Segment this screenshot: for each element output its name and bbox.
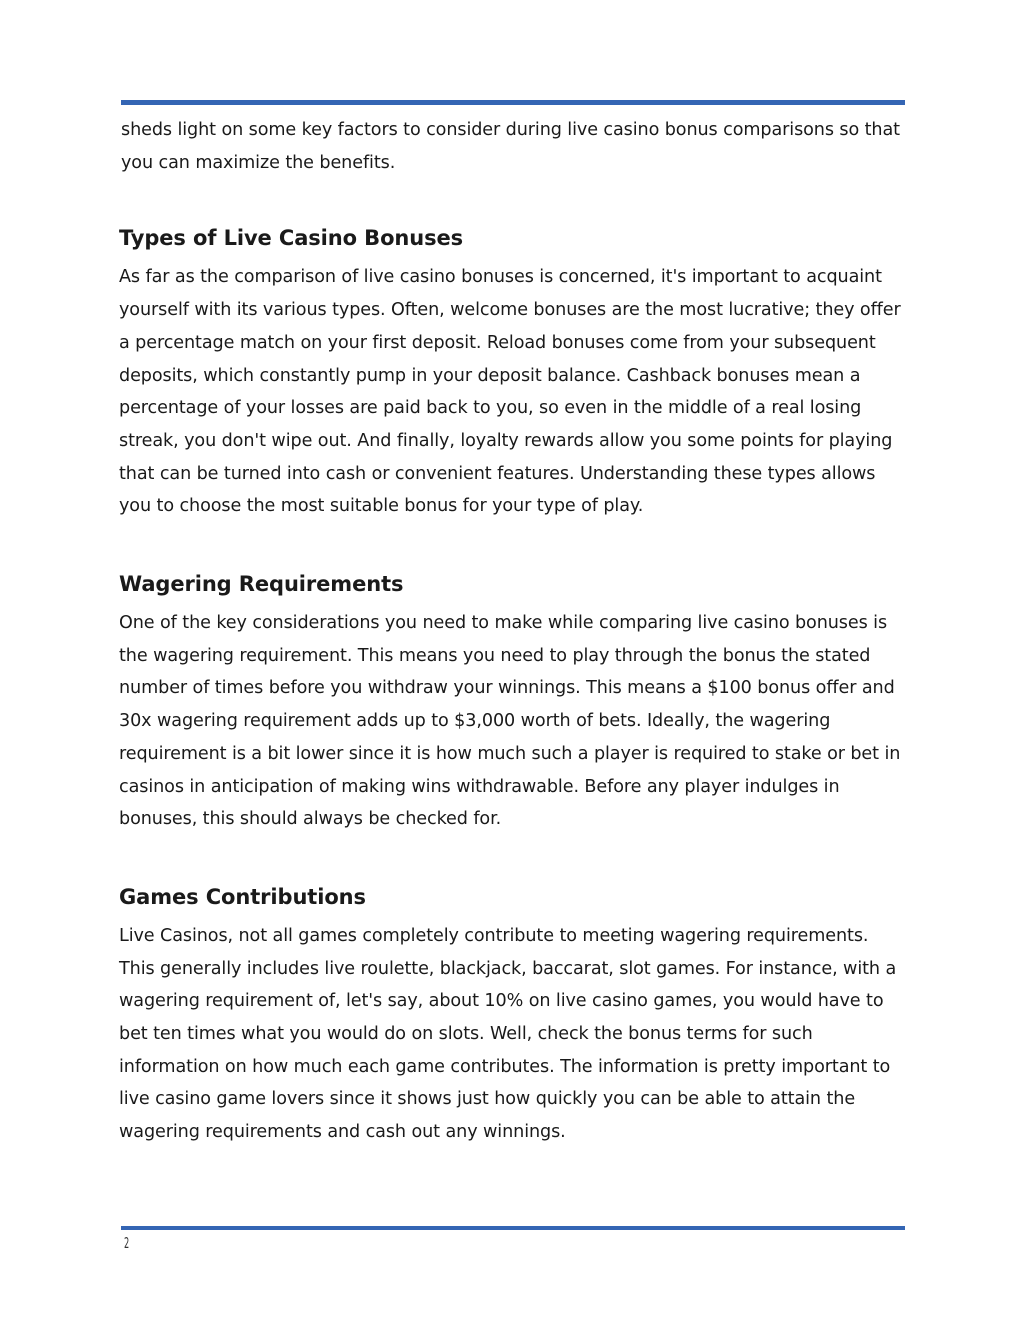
page-number: 2 [124, 1234, 130, 1252]
section-types-of-bonuses [119, 224, 909, 523]
page-content [119, 114, 909, 1149]
section-heading: Games Contributions [119, 884, 366, 909]
section-wagering-requirements [119, 570, 909, 836]
header-rule [121, 100, 905, 105]
section-heading: Wagering Requirements [119, 572, 404, 597]
section-paragraph: Live Casinos, not all games completely contribute to meeting wagering requirements. This generally includes live roulette, blackjack, baccarat, slot games. For instance, with a wagering requirement of, let's say, about 10% on live casino games, you would have to bet ten times what you would do on slots. Well, check the bonus terms for such information on how much each game contributes. The information is pretty important to live casino game lovers since it shows just how quickly you can be able to attain the wagering requirements and cash out any winnings. [119, 925, 897, 1143]
section-heading: Types of Live Casino Bonuses [119, 226, 464, 251]
section-paragraph: As far as the comparison of live casino bonuses is concerned, it's important to acquaint yourself with its various types. Often, welcome bonuses are the most lucrative; they offer a percentage match on your first deposit. Reload bonuses come from your subsequent deposits, which constantly pump in your deposit balance. Cashback bonuses mean a percentage of your losses are paid back to you, so even in the middle of a real losing streak, you don't wipe out. And finally, loyalty rewards allow you some points for playing that can be turned into cash or convenient features. Understanding these types allows you to choose the most suitable bonus for your type of play. [119, 267, 901, 517]
section-paragraph: One of the key considerations you need to make while comparing live casino bonuses is the wagering requirement. This means you need to play through the bonus the stated number of times before you withdraw your winnings. This means a $100 bonus offer and 30x wagering requirement adds up to $3,000 worth of bets. Ideally, the wagering requirement is a bit lower since it is how much such a player is required to stake or bet in casinos in anticipation of making wins withdrawable. Before any player indulges in bonuses, this should always be checked for. [119, 613, 901, 830]
section-games-contributions [119, 883, 909, 1149]
footer-rule [121, 1226, 905, 1230]
intro-paragraph: sheds light on some key factors to consider during live casino bonus comparisons so that you can maximize the benefits. [121, 120, 900, 173]
